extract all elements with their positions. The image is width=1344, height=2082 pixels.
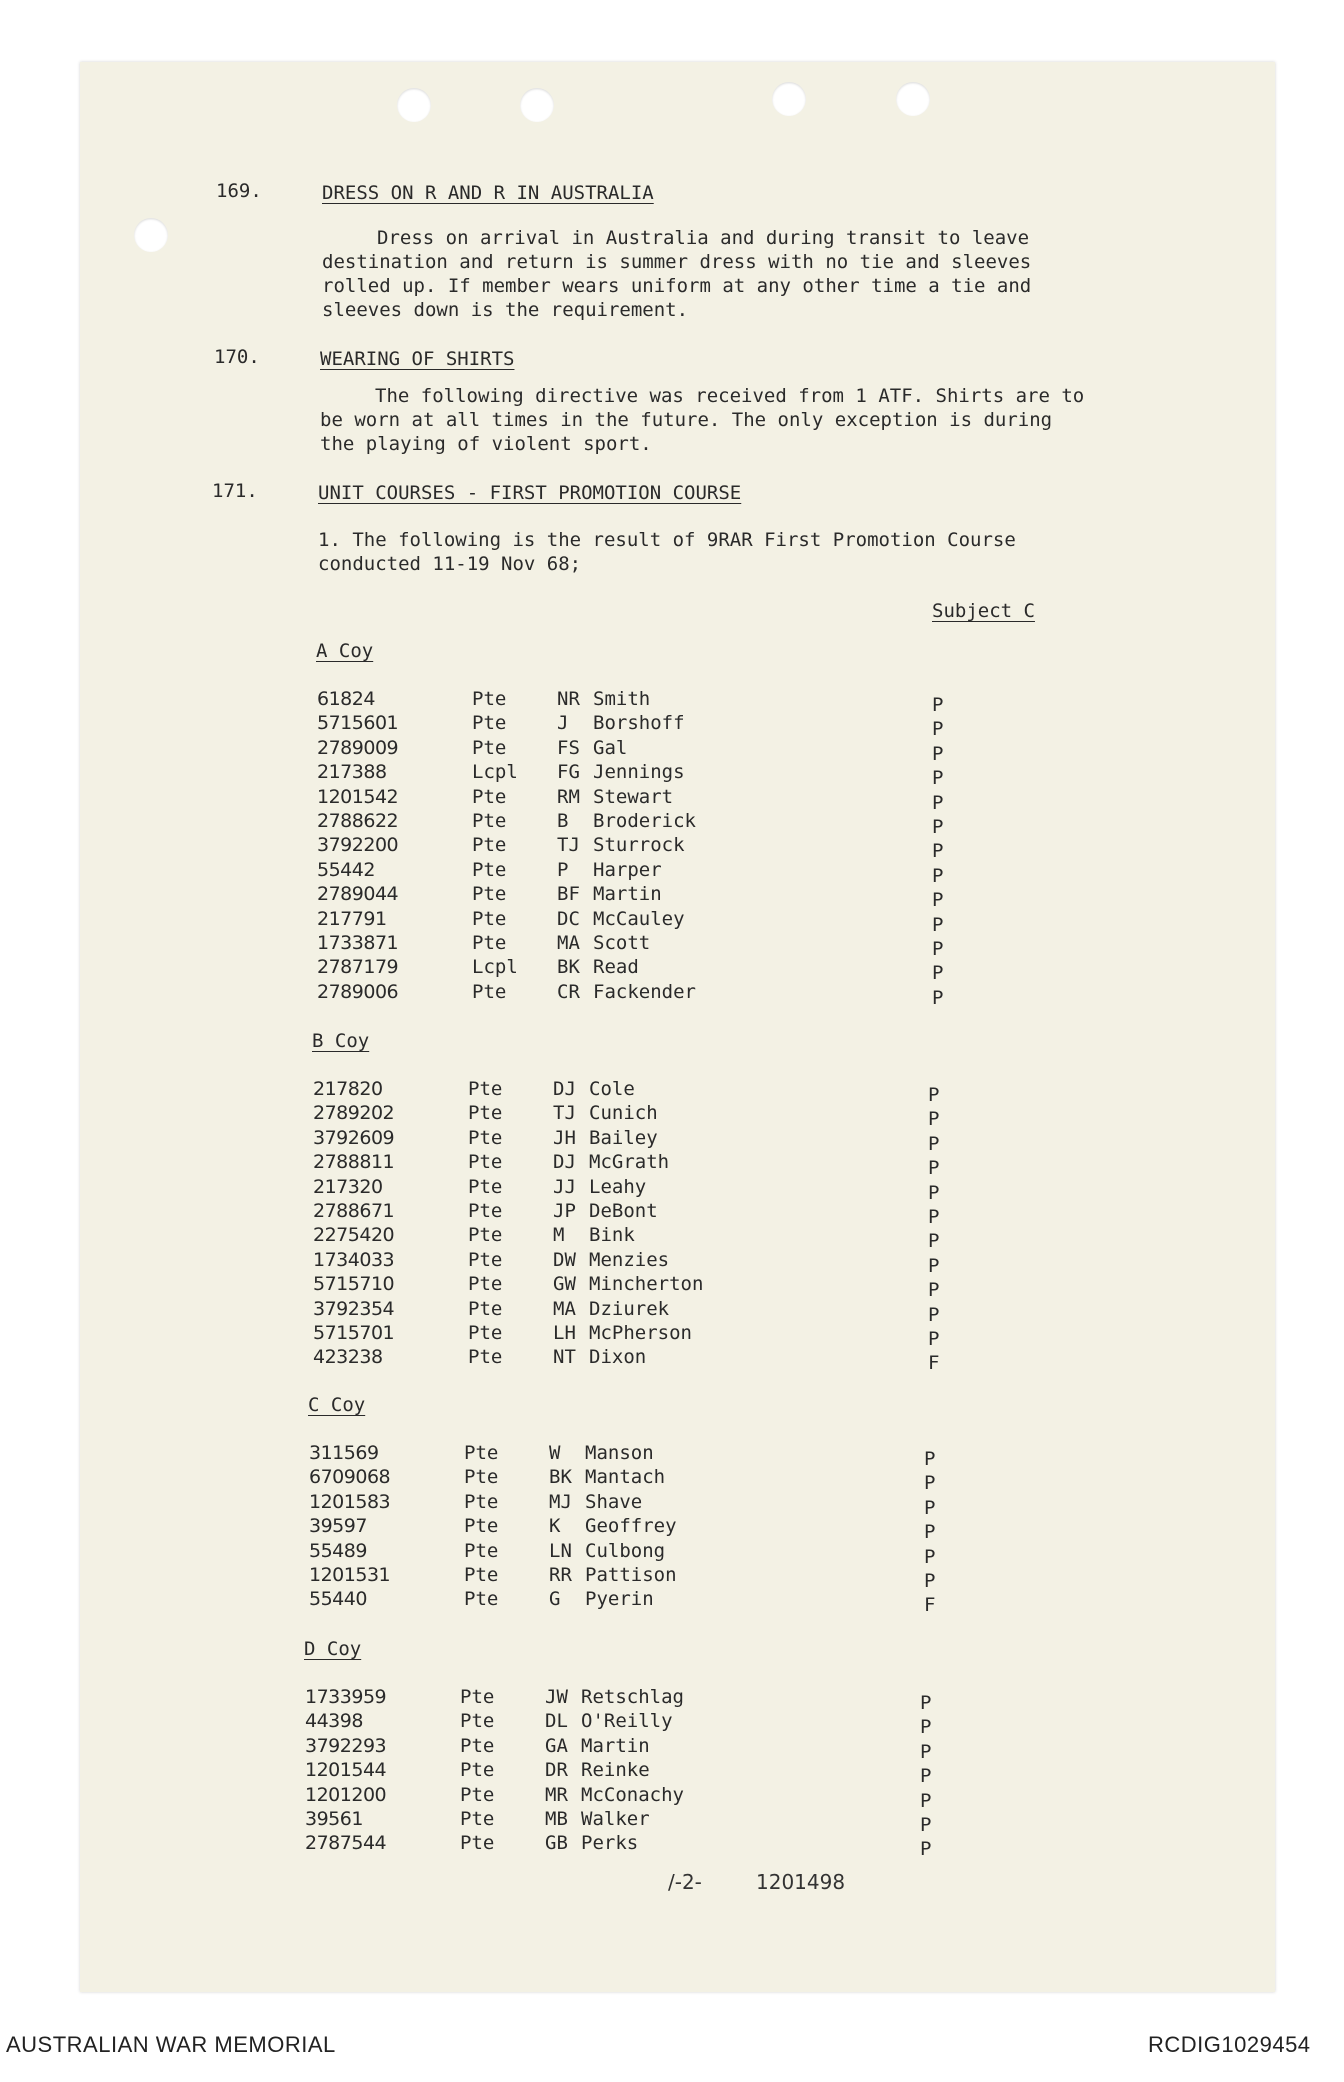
service-number: 61824 (317, 688, 375, 710)
service-number: 1201531 (309, 1563, 391, 1586)
course-result: P (928, 1230, 940, 1253)
surname: Broderick (593, 809, 696, 832)
rank: Pte (468, 1297, 503, 1320)
initials: JJ (553, 1175, 576, 1198)
surname: McConachy (581, 1783, 684, 1806)
service-number: 1201200 (305, 1783, 387, 1806)
archive-caption-right: RCDIG1029454 (1148, 2032, 1311, 2057)
course-result: P (920, 1789, 932, 1812)
initials: MJ (549, 1490, 572, 1513)
initials: MR (545, 1783, 568, 1806)
surname: Menzies (589, 1248, 670, 1271)
rank: Pte (464, 1588, 499, 1611)
surname: Borshoff (593, 712, 685, 735)
rank: Pte (464, 1563, 499, 1586)
service-number: 217791 (317, 907, 387, 930)
rank: Pte (464, 1466, 499, 1489)
rank: Pte (468, 1321, 503, 1344)
initials: LN (549, 1539, 572, 1562)
service-number: 1201544 (305, 1759, 387, 1782)
rank: Pte (468, 1102, 503, 1125)
course-result: P (932, 742, 944, 765)
surname: Shave (585, 1490, 643, 1513)
surname: Fackender (593, 980, 696, 1003)
rank: Pte (468, 1199, 503, 1222)
rank: Pte (472, 736, 507, 759)
rank: Pte (472, 785, 507, 808)
paragraph-number: 169. (216, 180, 262, 202)
paragraph-heading: UNIT COURSES - FIRST PROMOTION COURSE (318, 482, 742, 504)
initials: FG (557, 761, 580, 784)
surname: Retschlag (581, 1686, 684, 1708)
paragraph-number: 170. (214, 346, 260, 368)
surname: Cunich (589, 1102, 658, 1125)
surname: Geoffrey (585, 1515, 677, 1538)
course-result: P (920, 1716, 932, 1739)
initials: JW (545, 1686, 568, 1708)
rank: Pte (460, 1807, 495, 1830)
service-number: 55489 (309, 1539, 367, 1562)
punch-hole (772, 82, 806, 116)
surname: Martin (593, 883, 662, 906)
rank: Lcpl (472, 761, 518, 784)
rank: Pte (460, 1686, 495, 1708)
rank: Pte (464, 1515, 499, 1538)
service-number: 5715710 (313, 1273, 395, 1296)
service-number: 5715601 (317, 712, 399, 735)
course-result: P (928, 1279, 940, 1302)
surname: Bailey (589, 1126, 658, 1149)
rank: Pte (472, 688, 507, 710)
surname: Manson (585, 1442, 654, 1464)
rank: Pte (460, 1759, 495, 1782)
service-number: 2788811 (313, 1151, 395, 1174)
surname: Perks (581, 1832, 639, 1855)
company-heading: B Coy (312, 1030, 370, 1052)
course-result: P (932, 986, 944, 1009)
service-number: 5715701 (313, 1321, 395, 1344)
course-result: P (928, 1181, 940, 1204)
initials: LH (553, 1321, 576, 1344)
surname: Pyerin (585, 1588, 654, 1611)
course-result: P (932, 718, 944, 741)
initials: G (549, 1588, 561, 1611)
surname: Dziurek (589, 1297, 670, 1320)
service-number: 1733959 (305, 1686, 387, 1708)
service-number: 55440 (309, 1588, 367, 1611)
service-number: 2789006 (317, 980, 399, 1003)
service-number: 2788622 (317, 809, 399, 832)
course-result: P (928, 1327, 940, 1350)
course-result: P (928, 1108, 940, 1131)
surname: McCauley (593, 907, 685, 930)
rank: Lcpl (472, 956, 518, 979)
rank: Pte (468, 1224, 503, 1247)
course-result: P (928, 1157, 940, 1180)
course-result: P (932, 937, 944, 960)
paragraph-body: Dress on arrival in Australia and during transit to leave destination and return is summer dress with no tie and sleeves rolled up. If member wears uniform at any other time a tie and sleeves down is the requirement. (322, 227, 1032, 321)
initials: DJ (553, 1078, 576, 1100)
course-result: P (920, 1813, 932, 1836)
service-number: 44398 (305, 1710, 363, 1733)
course-result: P (924, 1521, 936, 1544)
course-result: P (924, 1448, 936, 1470)
surname: Martin (581, 1734, 650, 1757)
surname: Scott (593, 931, 651, 954)
surname: McGrath (589, 1151, 670, 1174)
paragraph-heading: WEARING OF SHIRTS (320, 348, 515, 370)
rank: Pte (472, 712, 507, 735)
course-result: P (932, 694, 944, 716)
surname: Smith (593, 688, 651, 710)
company-heading: D Coy (304, 1638, 362, 1660)
paragraph-body: 1. The following is the result of 9RAR First Promotion Course conducted 11-19 Nov 68; (318, 529, 1016, 575)
surname: Culbong (585, 1539, 666, 1562)
course-result: P (920, 1740, 932, 1763)
service-number: 2789044 (317, 883, 399, 906)
rank: Pte (468, 1175, 503, 1198)
course-result: P (924, 1472, 936, 1495)
initials: MA (557, 931, 580, 954)
initials: JH (553, 1126, 576, 1149)
subject-header: Subject C (932, 600, 1035, 622)
initials: B (557, 809, 569, 832)
rank: Pte (472, 931, 507, 954)
initials: W (549, 1442, 561, 1464)
rank: Pte (468, 1273, 503, 1296)
course-result: P (924, 1569, 936, 1592)
initials: MB (545, 1807, 568, 1830)
course-result: P (928, 1254, 940, 1277)
archive-caption-left: AUSTRALIAN WAR MEMORIAL (6, 2032, 336, 2057)
rank: Pte (460, 1734, 495, 1757)
service-number: 2275420 (313, 1224, 395, 1247)
initials: J (557, 712, 569, 735)
course-result: P (932, 889, 944, 912)
service-number: 217820 (313, 1078, 383, 1100)
service-number: 1733871 (317, 931, 399, 954)
service-number: 2787179 (317, 956, 399, 979)
rank: Pte (468, 1151, 503, 1174)
initials: GA (545, 1734, 568, 1757)
service-number: 423238 (313, 1346, 383, 1369)
service-number: 3792354 (313, 1297, 395, 1320)
service-number: 3792609 (313, 1126, 395, 1149)
rank: Pte (464, 1442, 499, 1464)
rank: Pte (464, 1490, 499, 1513)
surname: Read (593, 956, 639, 979)
initials: BK (557, 956, 580, 979)
initials: NT (553, 1346, 576, 1369)
rank: Pte (472, 858, 507, 881)
course-result: P (932, 962, 944, 985)
initials: DC (557, 907, 580, 930)
initials: NR (557, 688, 580, 710)
paragraph-heading: DRESS ON R AND R IN AUSTRALIA (322, 182, 654, 204)
rank: Pte (472, 980, 507, 1003)
service-number: 311569 (309, 1442, 379, 1464)
initials: JP (553, 1199, 576, 1222)
rank: Pte (464, 1539, 499, 1562)
surname: Leahy (589, 1175, 647, 1198)
initials: DL (545, 1710, 568, 1733)
service-number: 39561 (305, 1807, 363, 1830)
initials: GB (545, 1832, 568, 1855)
service-number: 2789202 (313, 1102, 395, 1125)
service-number: 2788671 (313, 1199, 395, 1222)
surname: McPherson (589, 1321, 692, 1344)
course-result: P (928, 1303, 940, 1326)
service-number: 217388 (317, 761, 387, 784)
service-number: 1734033 (313, 1248, 395, 1271)
rank: Pte (472, 907, 507, 930)
surname: Harper (593, 858, 662, 881)
surname: Cole (589, 1078, 635, 1100)
course-result: F (928, 1352, 940, 1375)
service-number: 3792200 (317, 834, 399, 857)
surname: Bink (589, 1224, 635, 1247)
service-number: 2789009 (317, 736, 399, 759)
surname: Sturrock (593, 834, 685, 857)
punch-hole (520, 88, 554, 122)
paragraph-number: 171. (212, 480, 258, 502)
course-result: P (920, 1692, 932, 1714)
course-result: P (920, 1838, 932, 1861)
surname: O'Reilly (581, 1710, 673, 1733)
initials: DJ (553, 1151, 576, 1174)
course-result: P (924, 1496, 936, 1519)
rank: Pte (472, 834, 507, 857)
initials: CR (557, 980, 580, 1003)
initials: RR (549, 1563, 572, 1586)
rank: Pte (468, 1078, 503, 1100)
initials: GW (553, 1273, 576, 1296)
course-result: F (924, 1594, 936, 1617)
rank: Pte (472, 883, 507, 906)
initials: MA (553, 1297, 576, 1320)
service-number: 1201583 (309, 1490, 391, 1513)
service-number: 3792293 (305, 1734, 387, 1757)
rank: Pte (472, 809, 507, 832)
rank: Pte (468, 1248, 503, 1271)
course-result: P (932, 864, 944, 887)
course-result: P (932, 791, 944, 814)
punch-hole (896, 82, 930, 116)
rank: Pte (460, 1783, 495, 1806)
course-result: P (920, 1765, 932, 1788)
initials: TJ (553, 1102, 576, 1125)
service-number: 55442 (317, 858, 375, 881)
rank: Pte (460, 1710, 495, 1733)
initials: M (553, 1224, 565, 1247)
course-result: P (928, 1132, 940, 1155)
initials: TJ (557, 834, 580, 857)
service-number: 2787544 (305, 1832, 387, 1855)
surname: DeBont (589, 1199, 658, 1222)
surname: Mantach (585, 1466, 666, 1489)
surname: Jennings (593, 761, 685, 784)
punch-hole (134, 218, 168, 252)
course-result: P (928, 1084, 940, 1106)
initials: RM (557, 785, 580, 808)
initials: BF (557, 883, 580, 906)
service-number: 217320 (313, 1175, 383, 1198)
course-result: P (932, 815, 944, 838)
course-result: P (928, 1205, 940, 1228)
surname: Dixon (589, 1346, 647, 1369)
service-number: 39597 (309, 1515, 367, 1538)
initials: FS (557, 736, 580, 759)
course-result: P (932, 840, 944, 863)
surname: Walker (581, 1807, 650, 1830)
initials: K (549, 1515, 561, 1538)
surname: Mincherton (589, 1273, 704, 1296)
surname: Pattison (585, 1563, 677, 1586)
punch-hole (397, 88, 431, 122)
service-number: 6709068 (309, 1466, 391, 1489)
initials: DR (545, 1759, 568, 1782)
surname: Gal (593, 736, 628, 759)
document-page (80, 62, 1275, 1992)
paragraph-body: The following directive was received from 1 ATF. Shirts are to be worn at all times in the future. The only exception is during the playing of violent sport. (320, 385, 1085, 455)
company-heading: C Coy (308, 1394, 366, 1416)
rank: Pte (460, 1832, 495, 1855)
initials: DW (553, 1248, 576, 1271)
surname: Reinke (581, 1759, 650, 1782)
rank: Pte (468, 1346, 503, 1369)
course-result: P (932, 913, 944, 936)
initials: BK (549, 1466, 572, 1489)
page-continuation: /-2- (668, 1870, 702, 1894)
surname: Stewart (593, 785, 674, 808)
course-result: P (924, 1545, 936, 1568)
course-result: P (932, 767, 944, 790)
rank: Pte (468, 1126, 503, 1149)
initials: P (557, 858, 569, 881)
stamp-number: 1201498 (756, 1870, 846, 1894)
company-heading: A Coy (316, 640, 374, 662)
service-number: 1201542 (317, 785, 399, 808)
